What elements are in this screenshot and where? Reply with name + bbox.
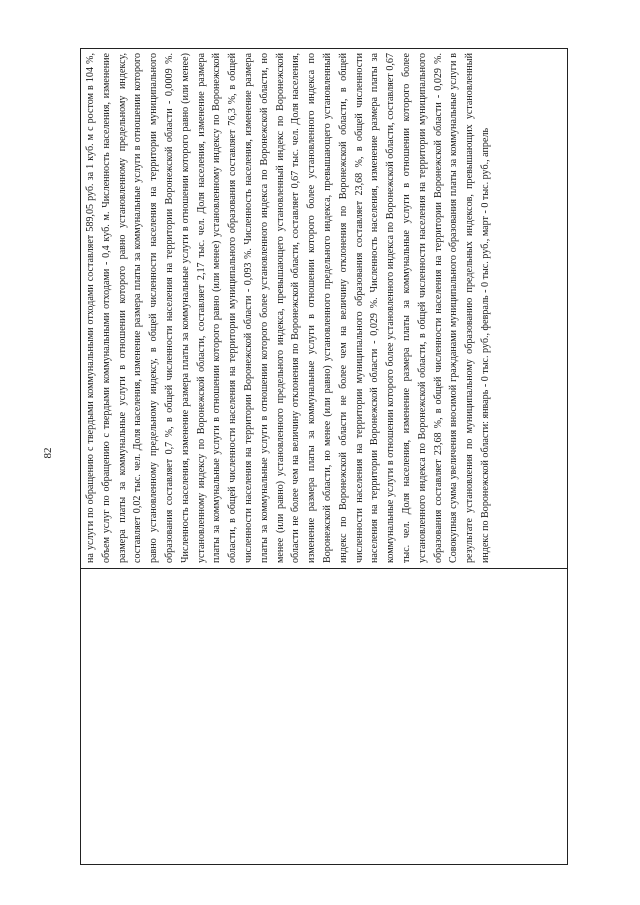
column-divider — [80, 568, 568, 569]
paragraph: на услуги по обращению с твердыми коммунальными отходами составляет 589,05 руб. за 1 куб. м с ростом в 104 %, объем услуг по обращению с твердыми коммунальными отходами - 0,4 куб. м. Численность населения, изменение размера платы за коммунальные услуги в отношении которого равно установленному предельному индексу, составляет 0,02 тыс. чел. Доля населения, изменение размера платы за коммунальные услуги в отношении которого равно установленному предельному индексу, в общей численности населения на территории муниципального образования составляет 0,7 %, в общей численности населения на территории Воронежской области - 0,0009 %. Численность населения, изменение размера платы за коммунальные услуги в отношении которого равно (или менее) установленному индексу по Воронежской области, составляет 2,17 тыс. чел. Доля населения, изменение размера платы за коммунальные услуги в отношении которого равно (или менее) установленному индексу по Воронежской области, в общей численности населения на территории муниципального образования составляет 76,3 %, в общей численности населения на территории Воронежской области - 0,093 %. Численность населения, изменение размера платы за коммунальные услуги в отношении которого более установленного индекса по Воронежской области, но менее (или равно) установленного предельного индекса, превышающего установленный индекс по Воронежской области не более чем на величину отклонения по Воронежской области, составляет 0,67 тыс. чел. Доля населения, изменение размера платы за коммунальные услуги в отношении которого более установленного индекса по Воронежской области, но менее (или равно) установленного предельного индекса, превышающего установленный индекс по Воронежской области не более чем на величину отклонения по Воронежской области, в общей численности населения на территории муниципального образования составляет 23,68 %, в общей численности населения на территории Воронежской области - 0,029 %. Численность населения, изменение размера платы за коммунальные услуги в отношении которого более установленного индекса по Воронежской области, составляет 0,67 тыс. чел. Доля населения, изменение размера платы за коммунальные услуги в отношении которого более установленного индекса по Воронежской области, в общей численности населения на территории муниципального образования составляет 23,68 %, в общей численности населения на территории Воронежской области - 0,029 %. Совокупная сумма увеличения вносимой гражданами муниципального образования платы за коммунальные услуги в результате установления по муниципальному образованию предельных индексов, превышающих установленный индекс по Воронежской области: январь - 0 тыс. руб., февраль - 0 тыс. руб., март - 0 тыс. руб., апрель — [85, 53, 491, 563]
page-number: 82 — [42, 447, 54, 459]
table-cell-text — [80, 48, 568, 568]
